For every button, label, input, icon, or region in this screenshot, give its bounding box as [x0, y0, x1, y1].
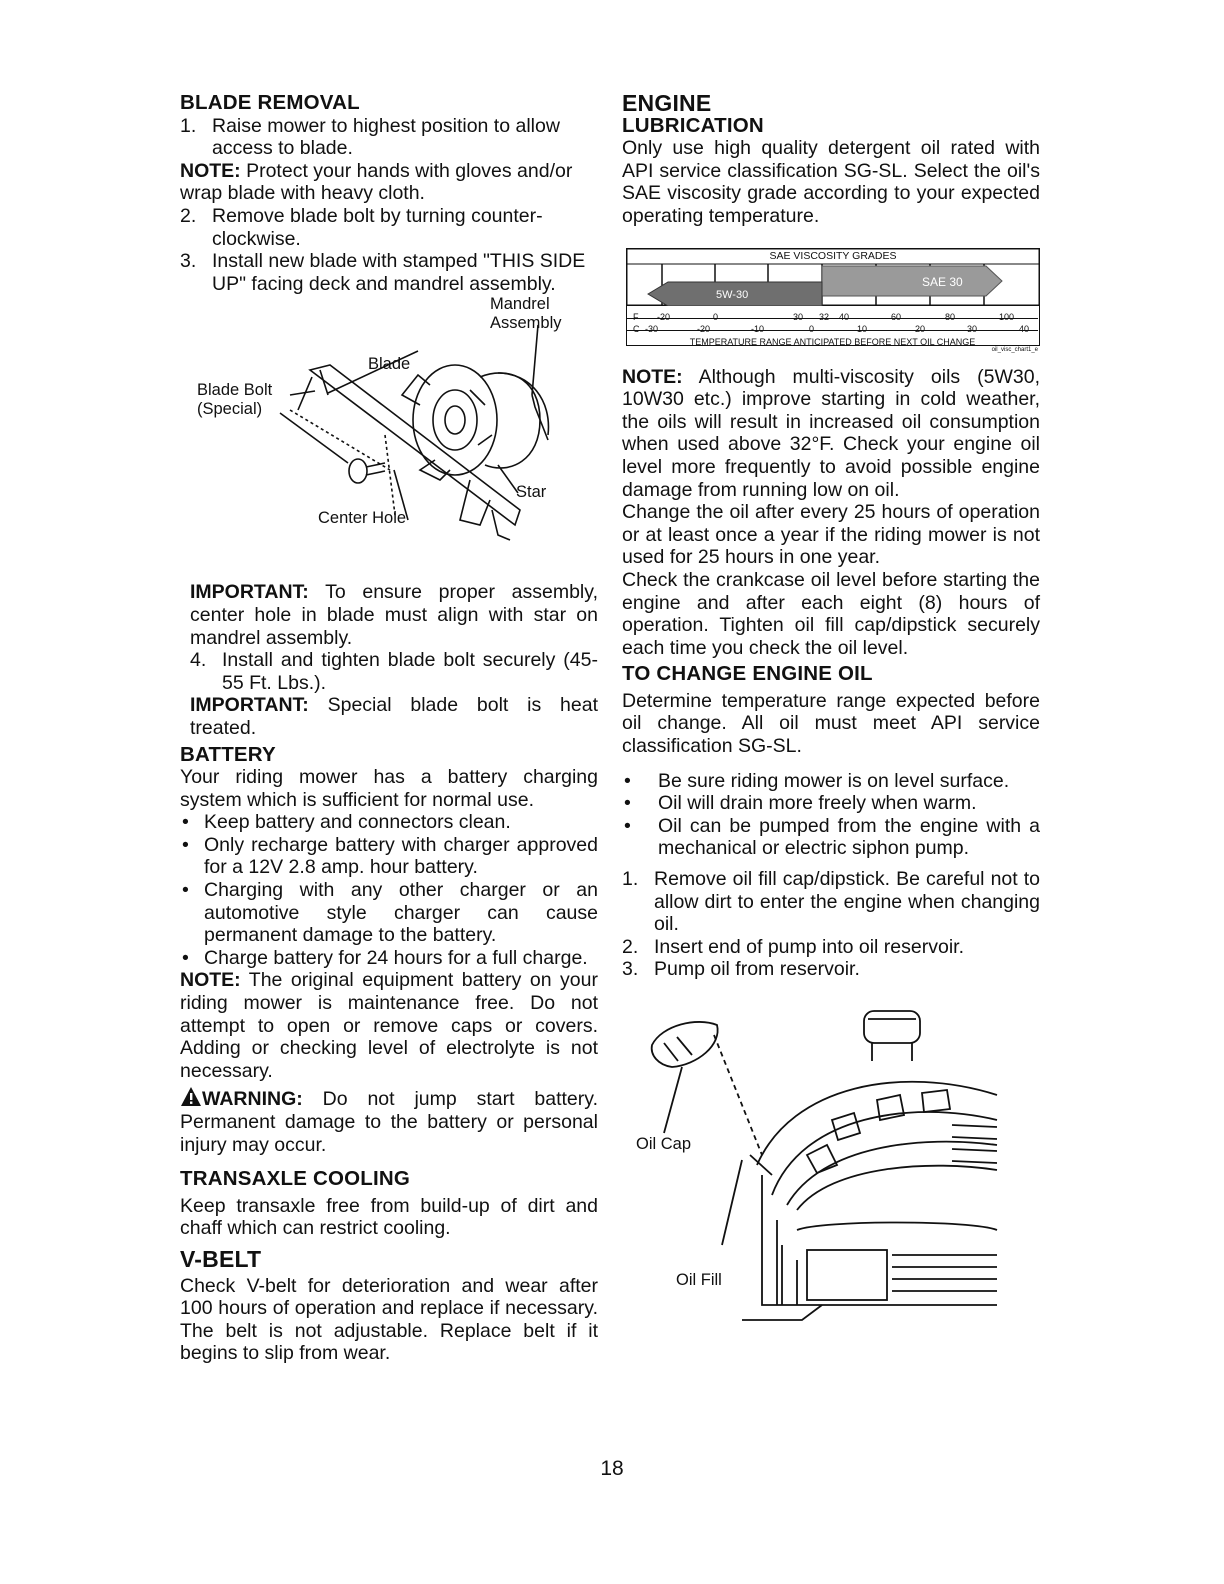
c-tick: 30	[967, 323, 978, 334]
warning-text: Do not jump start battery. Permanent damage to the battery or personal injury may occur.	[180, 1088, 598, 1156]
lubrication-heading: LUBRICATION	[622, 113, 764, 137]
bullet-text: Only recharge battery with charger approved for a 12V 2.8 amp. hour battery.	[204, 833, 598, 879]
note-label: NOTE:	[622, 365, 683, 388]
blade-step-4	[180, 649, 598, 694]
blade-bolt-label: Blade Bolt (Special)	[197, 381, 273, 419]
step-text: Remove blade bolt by turning counter-clockwise.	[212, 204, 543, 250]
oil-check-text: Check the crankcase oil level before starting the engine and after each eight (8) hours of operation. Tighten oil fill cap/dipstick securely each time you check the oil level.	[622, 568, 1040, 659]
f-tick: -20	[657, 311, 671, 322]
step-text: Install and tighten blade bolt securely (45-55 Ft. Lbs.).	[222, 649, 598, 694]
engine-heading: ENGINE	[622, 90, 712, 116]
c-tick: -10	[751, 323, 765, 334]
bullet-dot: •	[182, 879, 189, 902]
left-column	[180, 92, 598, 1365]
important-label: IMPORTANT:	[190, 581, 309, 604]
blade-note	[180, 160, 598, 205]
step-number: 4.	[190, 649, 207, 672]
celsius-row	[627, 318, 1038, 334]
important-block	[180, 581, 598, 739]
change-oil-bullet	[622, 770, 1040, 793]
step-text: Remove oil fill cap/dipstick. Be careful not to allow dirt to enter the engine when changing oil.	[654, 868, 1040, 936]
important-label: IMPORTANT:	[190, 694, 309, 717]
f-tick: 0	[713, 311, 719, 322]
step-number: 3.	[622, 958, 639, 981]
change-oil-step-2	[622, 936, 1040, 959]
blade-step-1	[180, 115, 598, 160]
bullet-dot: •	[182, 946, 189, 969]
blade-removal-heading: BLADE REMOVAL	[180, 91, 360, 114]
step-number: 1.	[622, 868, 639, 891]
bullet-text: Charging with any other charger or an automotive style charger can cause permanent damage to the battery.	[204, 879, 598, 947]
step-number: 2.	[622, 935, 639, 958]
important-note-1	[190, 581, 598, 649]
c-tick: 20	[915, 323, 926, 334]
c-unit: C	[633, 323, 640, 334]
note-text: Although multi-viscosity oils (5W30, 10W30 etc.) improve starting in cold weather, the oils will result in increased oil consumption when used above 32°F. Check your engine oil level more frequently to avoid possible engine damage from running low on oil.	[622, 365, 1040, 501]
viscosity-chart	[626, 248, 1040, 354]
mandrel-assembly-label: Mandrel Assembly	[490, 295, 562, 333]
f-unit: F	[633, 311, 639, 322]
sae30-label: SAE 30	[922, 274, 963, 289]
battery-note	[180, 969, 598, 1082]
lubrication-text: Only use high quality detergent oil rated with API service classification SG-SL. Select the oil's SAE viscosity grade according to your expected operating temperature.	[622, 137, 1040, 227]
c-tick: 40	[1019, 323, 1030, 334]
change-oil-step-3	[622, 958, 1040, 981]
bullet-text: Be sure riding mower is on level surface.	[658, 769, 1010, 792]
step-number: 3.	[180, 250, 197, 273]
note-label: NOTE:	[180, 969, 241, 992]
chart-caption: TEMPERATURE RANGE ANTICIPATED BEFORE NEXT OIL CHANGE	[689, 336, 976, 347]
step-text: Insert end of pump into oil reservoir.	[654, 935, 964, 958]
change-oil-step-1	[622, 868, 1040, 936]
oil-cap-label: Oil Cap	[636, 1135, 692, 1153]
bullet-text: Keep battery and connectors clean.	[204, 811, 511, 834]
warning-label: WARNING:	[202, 1088, 303, 1111]
blade-assembly-figure	[180, 295, 598, 581]
star-label: Star	[516, 483, 547, 502]
vbelt-text: Check V-belt for deterioration and wear after 100 hours of operation and replace if necessary. The belt is not adjustable. Replace belt if it begins to slip from wear.	[180, 1274, 598, 1365]
bullet-text: Oil will drain more freely when warm.	[658, 792, 977, 815]
battery-warning	[180, 1086, 598, 1156]
bullet-text: Oil can be pumped from the engine with a mechanical or electric siphon pump.	[658, 814, 1040, 860]
right-column	[622, 92, 1040, 1335]
battery-bullet	[180, 947, 598, 970]
f-tick: 30	[793, 311, 804, 322]
change-oil-bullet	[622, 792, 1040, 815]
f-tick: 32	[819, 311, 830, 322]
step-text: Install new blade with stamped "THIS SIDE UP" facing deck and mandrel assembly.	[212, 250, 586, 295]
step-number: 2.	[180, 204, 197, 227]
change-oil-bullet	[622, 815, 1040, 860]
f-tick: 80	[945, 311, 956, 322]
c-tick: 0	[809, 323, 815, 334]
battery-bullet	[180, 879, 598, 947]
c-tick: -20	[697, 323, 711, 334]
bullet-dot: •	[182, 833, 189, 856]
note-text: Protect your hands with gloves and/or wrap blade with heavy cloth.	[180, 159, 573, 205]
bullet-dot: •	[624, 769, 631, 792]
vbelt-heading: V-BELT	[180, 1245, 262, 1272]
transaxle-heading: TRANSAXLE COOLING	[180, 1167, 411, 1191]
battery-heading: BATTERY	[180, 742, 276, 766]
c-tick: 10	[857, 323, 868, 334]
step-text: Raise mower to highest position to allow access to blade.	[212, 114, 560, 160]
note-label: NOTE:	[180, 159, 241, 182]
blade-step-2	[180, 205, 598, 250]
transaxle-text: Keep transaxle free from build-up of dirt and chaff which can restrict cooling.	[180, 1194, 598, 1240]
f-tick: 60	[891, 311, 902, 322]
center-hole-label: Center Hole	[318, 509, 407, 528]
battery-bullet	[180, 834, 598, 879]
blade-step-3	[180, 250, 598, 295]
5w30-label: 5W-30	[716, 288, 749, 301]
bullet-text: Charge battery for 24 hours for a full charge.	[204, 946, 588, 969]
bullet-dot: •	[182, 811, 189, 834]
bullet-dot: •	[624, 792, 631, 815]
change-oil-intro: Determine temperature range expected before oil change. All oil must meet API service classification SG-SL.	[622, 689, 1040, 758]
important-text: To ensure proper assembly, center hole in blade must align with star on mandrel assembly.	[190, 581, 598, 649]
chart-scale	[626, 306, 1040, 346]
bullet-dot: •	[624, 814, 631, 837]
f-tick: 40	[839, 311, 850, 322]
blade-assembly-drawing	[180, 295, 598, 581]
oil-change-interval: Change the oil after every 25 hours of operation or at least once a year if the riding mower is not used for 25 hours in one year.	[622, 501, 1040, 569]
change-oil-heading: TO CHANGE ENGINE OIL	[622, 662, 873, 686]
chart-code: oil_visc_chart1_e	[991, 346, 1038, 353]
c-tick: -30	[645, 323, 659, 334]
battery-bullet	[180, 811, 598, 834]
important-text: Special blade bolt is heat treated.	[190, 694, 598, 739]
chart-title: SAE VISCOSITY GRADES	[769, 249, 897, 262]
warning-icon	[180, 1086, 202, 1108]
engine-note	[622, 366, 1040, 502]
oil-fill-label: Oil Fill	[676, 1271, 722, 1289]
battery-intro: Your riding mower has a battery charging system which is sufficient for normal use.	[180, 766, 598, 811]
step-number: 1.	[180, 114, 197, 137]
page-number: 18	[600, 1457, 624, 1480]
blade-label: Blade	[368, 355, 411, 374]
note-text: The original equipment battery on your riding mower is maintenance free. Do not attempt to open or remove caps or covers. Adding or checking level of electrolyte is not necessary.	[180, 969, 598, 1082]
important-note-2	[190, 694, 598, 739]
f-tick: 100	[999, 311, 1015, 322]
engine-oil-figure	[622, 1005, 1040, 1335]
step-text: Pump oil from reservoir.	[654, 958, 860, 981]
